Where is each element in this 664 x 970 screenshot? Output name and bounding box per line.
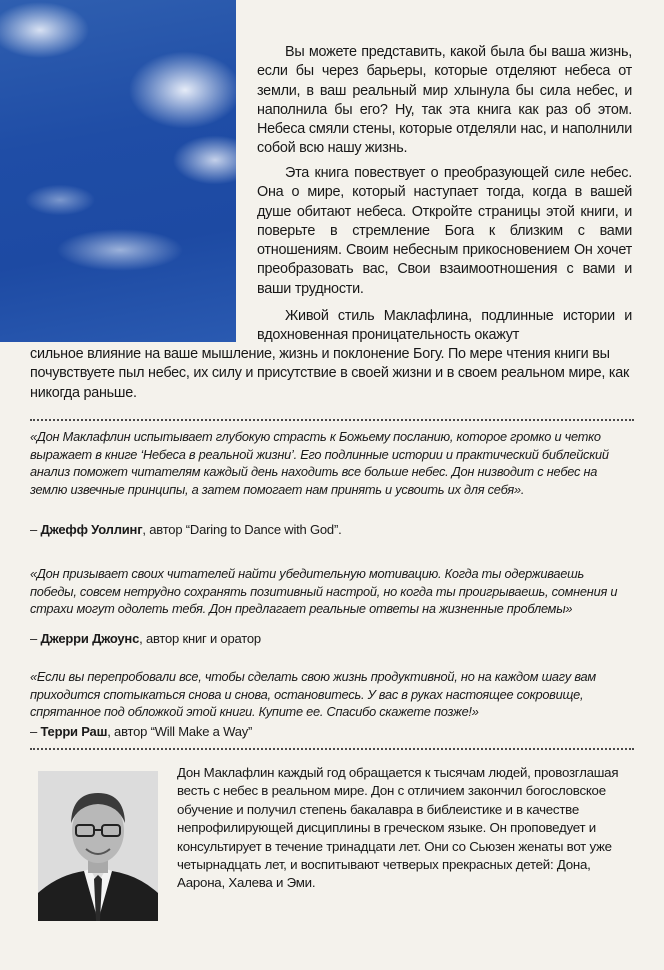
quote-2-attribution bbox=[30, 630, 630, 647]
quote-2-text: «Дон призывает своих читателей найти убедительную мотивацию. Когда ты одерживаешь победы, совсем нетрудно сохранять позитивный настрой, но когда ты проигрываешь, сомнения и страхи могут одолеть тебя. Дон предлагает реальные ответы на жизненные проблемы» bbox=[30, 566, 618, 617]
author-photo bbox=[38, 771, 158, 921]
quote-3-text: «Если вы перепробовали все, чтобы сделать свою жизнь продуктивной, но на каждом шагу вам приходится спотыкаться снова и снова, остановитесь. У вас в руках настоящее сокровище, спрятанное под обложкой этой книги. Купите ее. Спасибо скажете позже!» bbox=[30, 669, 596, 720]
quote-2-author: Джерри Джоунс bbox=[40, 631, 140, 646]
quote-2-dash: – bbox=[30, 631, 41, 646]
author-bio: Дон Маклафлин каждый год обращается к тысячам людей, провозглашая весть с небес в реальном мире. Дон с отличием закончил богословское обучение и получил степень бакалавра в библеистике и в качестве непрофилирующей дисциплины в греческом языке. Он проповедует и консультирует в течение тринадцати лет. Они со Сьюзен женаты вот уже четырнадцать лет, и воспитывают четверых прекрасных детей: Дона, Аарона, Халева и Эми. bbox=[177, 765, 619, 891]
quote-1-author: Джефф Уоллинг bbox=[40, 522, 143, 537]
quote-3-author: Терри Раш bbox=[40, 724, 108, 739]
author-portrait-graphic bbox=[38, 771, 158, 921]
dotted-divider-top bbox=[30, 419, 634, 421]
intro-paragraph-3: Живой стиль Маклафлина, подлинные истории и вдохновенная проницательность окажут bbox=[257, 308, 632, 344]
dotted-divider-bottom bbox=[30, 748, 634, 750]
quote-1-dash: – bbox=[30, 522, 41, 537]
intro-paragraph-3-continued: сильное влияние на ваше мышление, жизнь и поклонение Богу. По мере чтения книги вы почувствуете пыл небес, их силу и присутствие в своей жизни и в своем реальном мире, как никогда раньше. bbox=[30, 346, 630, 401]
quote-3-attribution bbox=[30, 723, 630, 740]
quote-1-attribution bbox=[30, 521, 630, 538]
quote-1-role: , автор “Daring to Dance with God”. bbox=[142, 522, 342, 537]
intro-paragraph-1: Вы можете представить, какой была бы ваша жизнь, если бы через барьеры, которые отделяют небеса от земли, в ваш реальный мир хлынула бы сила небес, и наполнила бы его? Ну, так эта книга как раз об этом. Небеса смяли стены, которые отделяли нас, и наполнили собой всю нашу жизнь. bbox=[257, 44, 632, 157]
quote-3-role: , автор “Will Make a Way” bbox=[107, 724, 253, 739]
quote-1-text: «Дон Маклафлин испытывает глубокую страсть к Божьему посланию, которое громко и четко выражает в книге ‘Небеса в реальной жизни’. Его подлинные истории и практический библейский анализ поможет читателям каждый день находить все больше небес. Дон низводит с небес на землю извечные принципы, а затем помогает нам принять и усвоить их для себя». bbox=[30, 429, 609, 497]
intro-paragraph-2: Эта книга повествует о преобразующей силе небес. Она о мире, который наступает тогда, когда в вашей душе обитают небеса. Откройте страницы этой книги, и поверьте в стремление Бога к близким с вами отношениям. Своим небесным прикосновением Он хочет преобразовать вас, Свои взаимоотношения с вами и ваши трудности. bbox=[257, 165, 632, 297]
sky-cover-image bbox=[0, 0, 236, 342]
quote-2-role: , автор книг и оратор bbox=[139, 631, 261, 646]
quote-3-dash: – bbox=[30, 724, 41, 739]
